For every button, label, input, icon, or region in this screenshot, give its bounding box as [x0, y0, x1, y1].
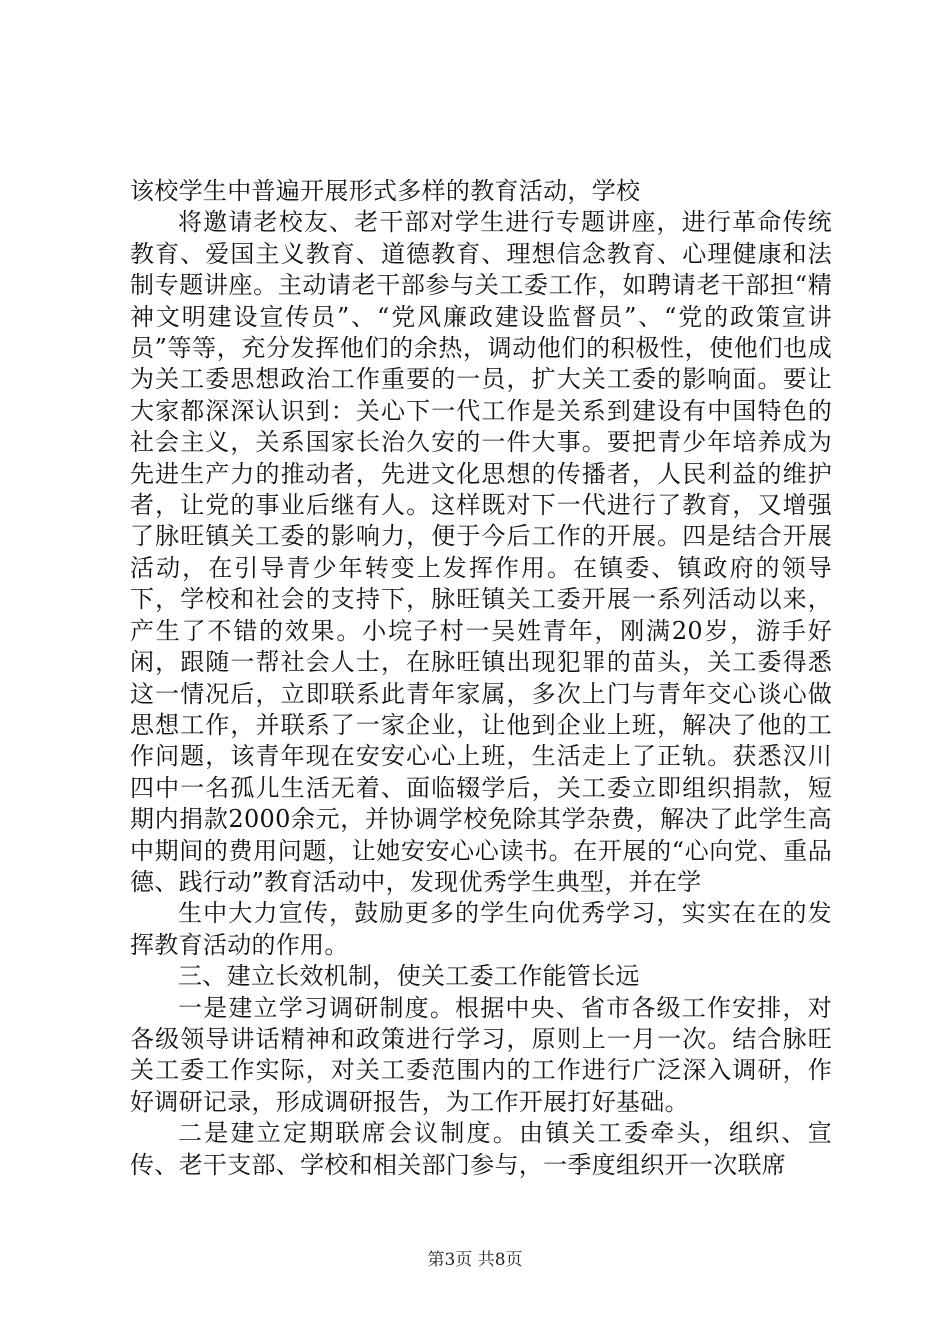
paragraph-lectures-and-activities: 将邀请老校友、老干部对学生进行专题讲座，进行革命传统教育、爱国主义教育、道德教育、理想信念教育、心理健康和法制专题讲座。主动请老干部参与关工委工作，如聘请老干部担“精神文明建设宣传员”、“党风廉政建设监督员”、“党的政策宣讲员”等等，充分发挥他们的余热，调动他们的积极性，使他们也成为关工委思想政治工作重要的一员，扩大关工委的影响面。要让大家都深深认识到：关心下一代工作是关系到建设有中国特色的社会主义，关系国家长治久安的一件大事。要把青少年培养成为先进生产力的推动者，先进文化思想的传播者，人民利益的维护者，让党的事业后继有人。这样既对下一代进行了教育，又增强了脉旺镇关工委的影响力，便于今后工作的开展。四是结合开展活动，在引导青少年转变上发挥作用。在镇委、镇政府的领导下，学校和社会的支持下，脉旺镇关工委开展一系列活动以来，产生了不错的效果。小垸子村一吴姓青年，刚满20岁，游手好闲，跟随一帮社会人士，在脉旺镇出现犯罪的苗头，关工委得悉这一情况后，立即联系此青年家属，多次上门与青年交心谈心做思想工作，并联系了一家企业，让他到企业上班，解决了他的工作问题，该青年现在安安心心上班，生活走上了正轨。获悉汉川四中一名孤儿生活无着、面临辍学后，关工委立即组织捐款，短期内捐款2000余元，并协调学校免除其学杂费，解决了此学生高中期间的费用问题，让她安安心心读书。在开展的“心向党、重品德、践行动”教育活动中，发现优秀学生典型，并在学: [130, 208, 832, 896]
page-number-footer: 第3页 共8页: [427, 1250, 523, 1270]
section-heading-three: 三、建立长效机制，使关工委工作能管长远: [178, 962, 640, 991]
paragraph-study-research-system: 一是建立学习调研制度。根据中央、省市各级工作安排，对各级领导讲话精神和政策进行学习，原则上一月一次。结合脉旺关工委工作实际，对关工委范围内的工作进行广泛深入调研，作好调研记录，形成调研报告，为工作开展打好基础。: [130, 993, 832, 1116]
paragraph-joint-meeting-system: 二是建立定期联席会议制度。由镇关工委牵头，组织、宣传、老干支部、学校和相关部门参与，一季度组织开一次联席: [130, 1119, 832, 1179]
document-body: [130, 176, 832, 1181]
paragraph-continuation: 该校学生中普遍开展形式多样的教育活动，学校: [130, 177, 641, 205]
paragraph-publicity: 生中大力宣传，鼓励更多的学生向优秀学习，实实在在的发挥教育活动的作用。: [130, 899, 832, 959]
